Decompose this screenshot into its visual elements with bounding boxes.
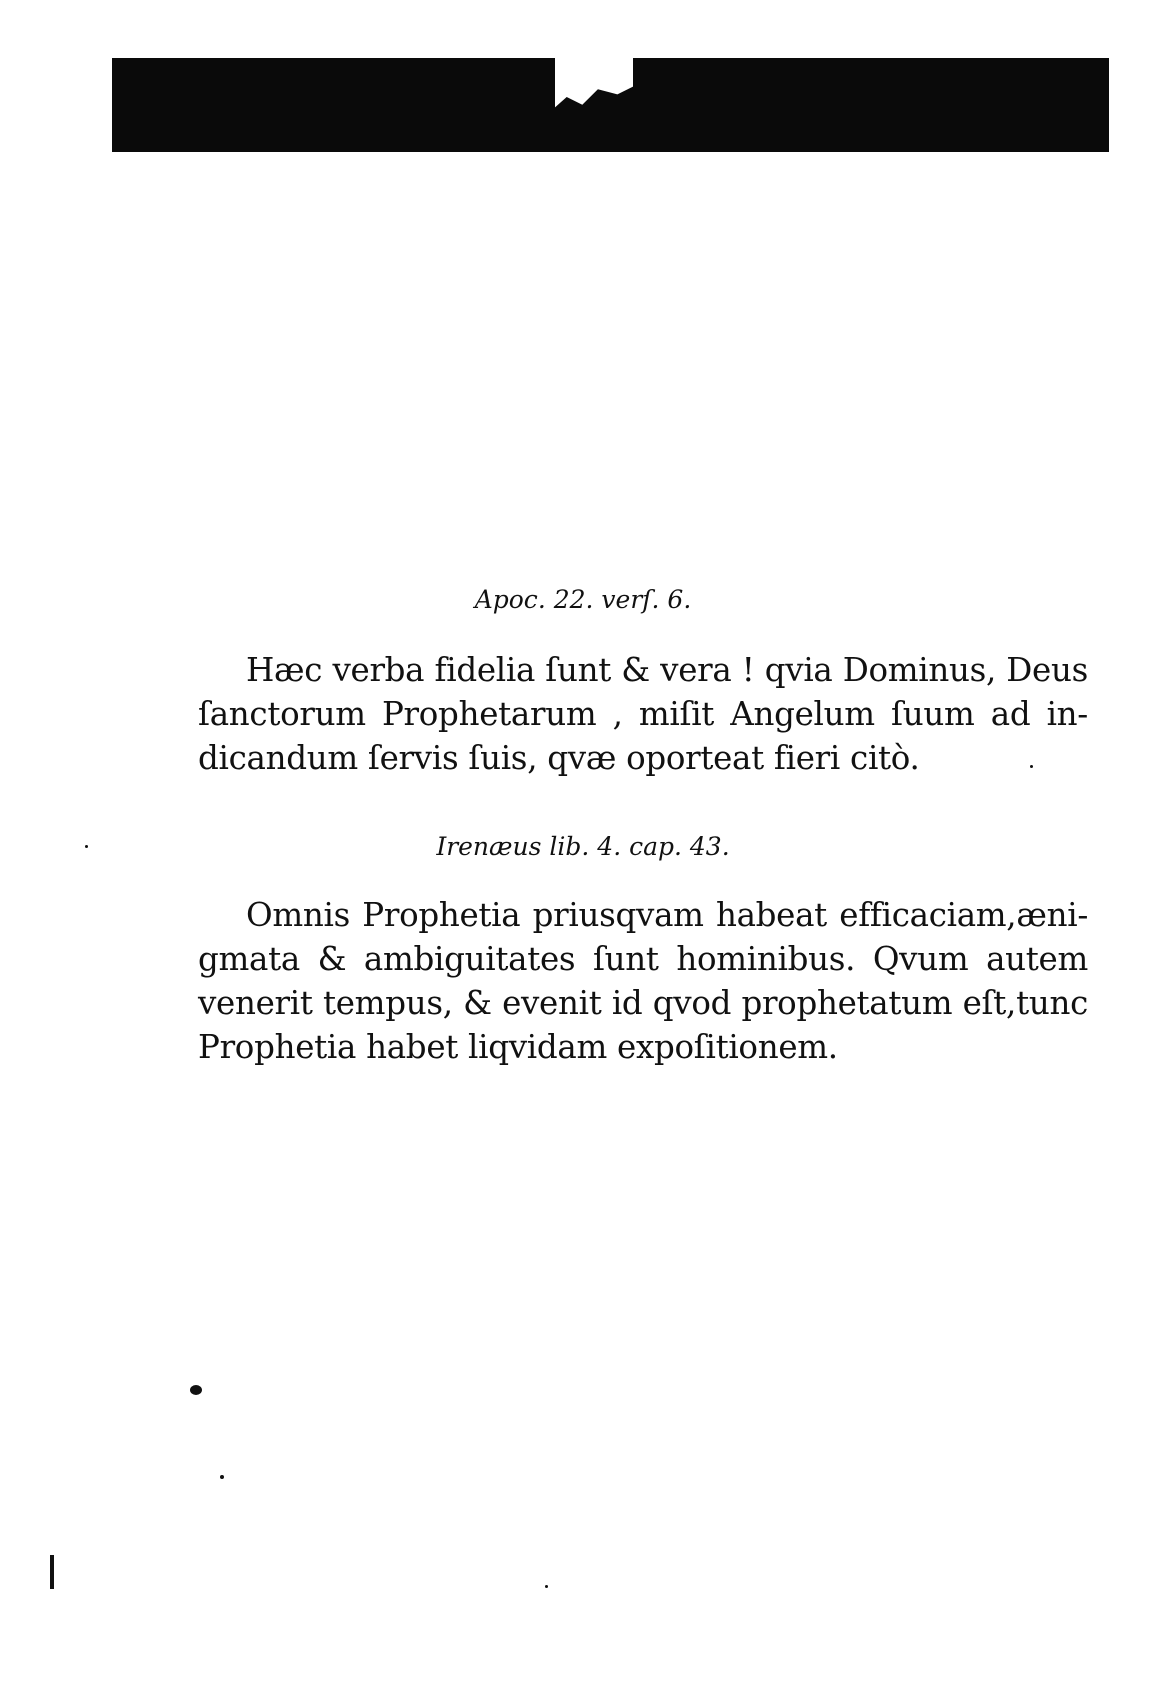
ink-speck bbox=[545, 1585, 548, 1588]
passage-line: venerit tempus, & evenit id qvod prophetatum eſt,tunc bbox=[198, 984, 1088, 1022]
passage-line: Prophetia habet liqvidam expoſitionem. bbox=[198, 1028, 838, 1066]
ink-speck bbox=[1030, 765, 1033, 768]
passage-line: dicandum ſervis ſuis, qvæ oporteat fieri citò. bbox=[198, 739, 920, 777]
citation-irenaeus: Irenæus lib. 4. cap. 43. bbox=[436, 832, 730, 861]
passage-line: Omnis Prophetia priusqvam habeat efficaciam,æni- bbox=[246, 896, 1088, 934]
ink-speck bbox=[85, 845, 88, 848]
passage-apocalypse bbox=[198, 648, 1088, 780]
passage-line: Hæc verba fidelia ſunt & vera ! qvia Dominus, Deus bbox=[246, 651, 1088, 689]
citation-apocalypse: Apoc. 22. verſ. 6. bbox=[474, 585, 692, 614]
passage-line: gmata & ambiguitates ſunt hominibus. Qvum autem bbox=[198, 940, 1088, 978]
ink-speck bbox=[220, 1475, 224, 1479]
passage-irenaeus bbox=[198, 893, 1088, 1069]
passage-line: ſanctorum Prophetarum , miſit Angelum ſuum ad in- bbox=[198, 695, 1088, 733]
ink-speck bbox=[190, 1385, 202, 1395]
margin-mark bbox=[50, 1555, 54, 1589]
